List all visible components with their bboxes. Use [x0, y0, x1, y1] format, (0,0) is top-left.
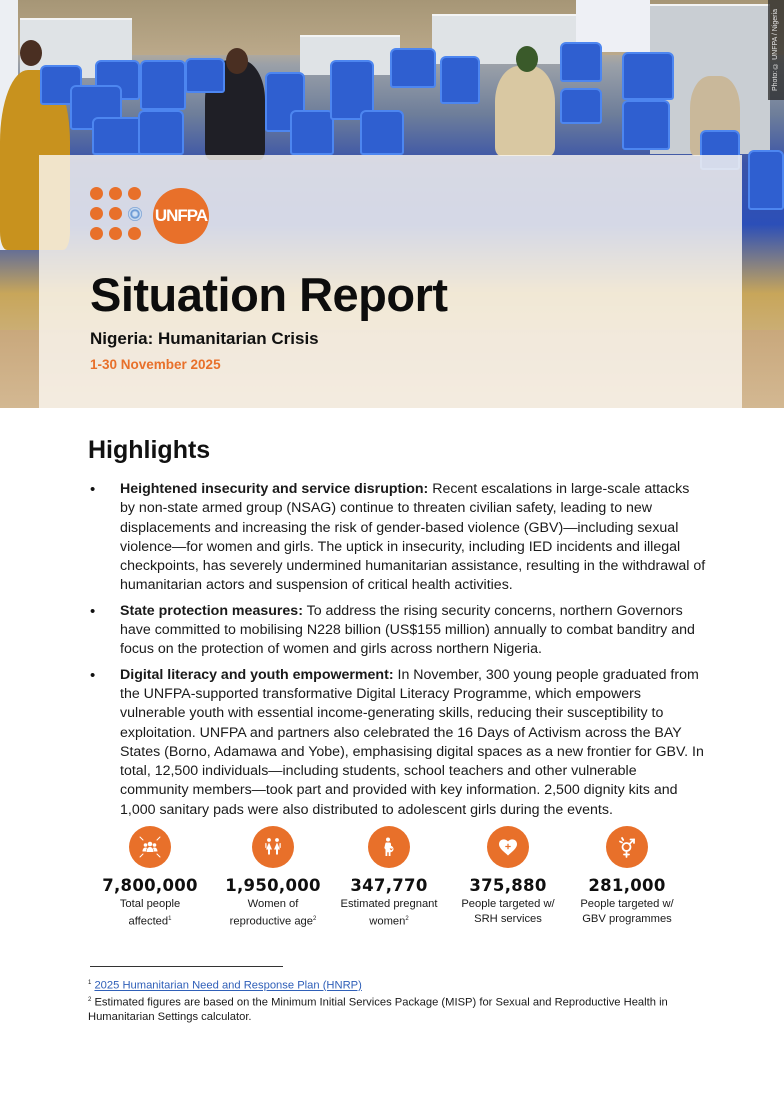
dignity-kit-bag [185, 58, 225, 93]
dignity-kit-bag [290, 110, 334, 155]
highlight-item [88, 602, 708, 660]
dignity-kit-bag [138, 110, 184, 155]
key-figures [92, 826, 702, 936]
highlight-heading: State protection measures: [120, 602, 303, 619]
person-head [226, 48, 248, 74]
highlight-body: Recent escalations in large-scale attacks by non-state armed group (NSAG) continue to threaten civilian safety, leading to new displacements and increasing the risk of gender-based violence (GBV)—including sexual violence—for women and girls. The uptick in insecurity, including IED incidents and illegal checkpoints, has severely undermined humanitarian assistance, resulting in the withdrawal of humanitarian actors and suspension of critical health activities. [120, 481, 706, 594]
stat-pregnant-women [326, 826, 452, 930]
footnote-2 [88, 993, 688, 1025]
highlight-body: In November, 300 young people graduated from the UNFPA-supported transformative Digital Literacy Programme, which empowers vulnerable youth with essential income-generating skills, reducing their susceptibility to exploitation. UNFPA and partners also celebrated the 16 Days of Activism across the BAY States (Borno, Adamawa and Yobe), emphasising digital spaces as a new frontier for GBV. In total, 12,500 individuals—including students, school teachers and other vulnerable community members—took part and provided with key information. 2,500 dignity kits and 1,000 sanitary pads were also distributed to adolescent girls during the events. [120, 666, 704, 818]
dignity-kit-bag [140, 60, 186, 110]
footnote-mark: 1 [88, 980, 92, 986]
stat-value: 347,770 [350, 876, 428, 895]
stat-gbv-programmes [564, 826, 690, 927]
gender-symbol-icon [606, 826, 648, 868]
stat-label: Women of reproductive age$^2$ [229, 898, 317, 928]
stat-total-affected [87, 826, 213, 930]
footnotes [88, 976, 688, 1025]
dignity-kit-bag [560, 42, 602, 82]
women-icon [252, 826, 294, 868]
dignity-kit-bag [622, 52, 674, 100]
hnrp-link[interactable]: 2025 Humanitarian Need and Response Plan (HNRP) [94, 979, 362, 992]
hero-photo [0, 0, 784, 408]
person-head [516, 46, 538, 72]
footnote-text: Estimated figures are based on the Minimum Initial Services Package (MISP) for Sexual and Reproductive Health in Humanitarian Settings calculator. [88, 996, 668, 1024]
person [495, 66, 555, 156]
highlight-heading: Heightened insecurity and service disruption: [120, 481, 429, 497]
dignity-kit-bag [560, 88, 602, 124]
footnote-mark: 2 [88, 997, 92, 1004]
stat-women-reproductive-age [210, 826, 336, 930]
pregnant-woman-icon [368, 826, 410, 868]
unfpa-dots-icon [90, 187, 148, 245]
people-affected-icon [129, 826, 171, 868]
highlight-body: To address the rising security concerns, northern Governors have committed to mobilising N228 billion (US$155 million) annually to combat banditry and focus on the protection of women and girls across northern Nigeria. [120, 602, 695, 658]
un-emblem-icon [128, 207, 142, 221]
page-subtitle: Nigeria: Humanitarian Crisis [90, 329, 319, 348]
unfpa-logo [90, 187, 220, 243]
dignity-kit-bag [390, 48, 436, 88]
dignity-kit-bag [360, 110, 404, 155]
stat-value: 1,950,000 [225, 876, 321, 895]
highlight-item [88, 480, 708, 596]
stat-label: Total people affected$^1$ [119, 898, 181, 928]
page-title: Situation Report [90, 268, 448, 321]
stat-value: 281,000 [588, 876, 666, 895]
person-head [20, 40, 42, 66]
title-panel [39, 155, 742, 408]
stat-value: 7,800,000 [102, 876, 198, 895]
highlights-list [88, 480, 708, 826]
report-period: 1-30 November 2025 [90, 357, 221, 372]
footnote-divider [90, 966, 283, 967]
dignity-kit-bag [622, 100, 670, 150]
stat-value: 375,880 [469, 876, 547, 895]
highlight-heading: Digital literacy and youth empowerment: [120, 666, 394, 683]
stat-srh-services [445, 826, 571, 927]
stat-label: People targeted w/ GBV programmes [580, 898, 674, 925]
heart-plus-icon [487, 826, 529, 868]
stat-label: Estimated pregnant women$^2$ [340, 898, 438, 928]
highlights-heading: Highlights [88, 436, 211, 464]
stat-label: People targeted w/ SRH services [461, 898, 555, 925]
photo-credit: Photo: © UNFPA / Nigeria [768, 0, 784, 100]
unfpa-wordmark: UNFPA [153, 188, 209, 244]
dignity-kit-bag [748, 150, 784, 210]
footnote-1 [88, 976, 688, 993]
dignity-kit-bag [440, 56, 480, 104]
highlight-item [88, 666, 708, 820]
